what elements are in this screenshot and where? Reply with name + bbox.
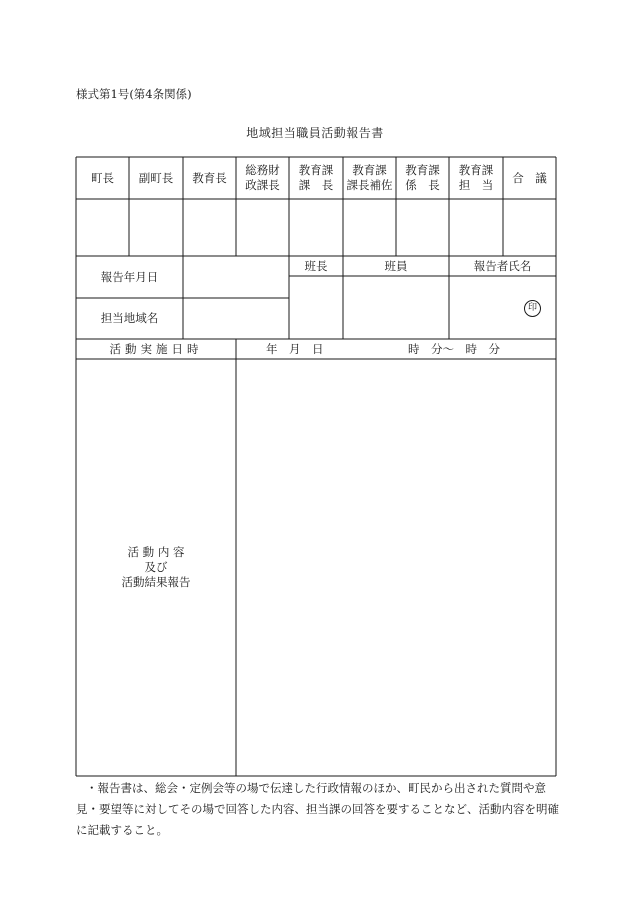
seal-mark: 印	[524, 300, 541, 317]
document-title: 地域担当職員活動報告書	[246, 126, 384, 140]
approval-header-education-staff: 教育課 担 当	[458, 163, 494, 192]
assigned-area-field[interactable]	[183, 298, 289, 339]
approval-header-superintendent: 教育長	[192, 170, 227, 185]
approval-stamp-box[interactable]	[503, 199, 556, 256]
approval-header-general-affairs-chief: 総務財 政課長	[245, 163, 280, 192]
activity-content-field[interactable]	[236, 359, 556, 776]
instructions-note: ・報告書は、総会・定例会等の場で伝達した行政情報のほか、町民から出された質問や意見・要望等に対してその場で回答した内容、担当課の回答を要することなど、活動内容を明確に記載すること。	[76, 781, 559, 837]
approval-stamp-box[interactable]	[236, 199, 289, 256]
approval-header-deputy-mayor: 副町長	[138, 170, 174, 185]
team-leader-label: 班長	[304, 258, 328, 273]
activity-time-field[interactable]: 時 分〜 時 分	[408, 341, 500, 356]
activity-datetime-label: 活動実施日時	[109, 341, 203, 356]
approval-stamp-box[interactable]	[129, 199, 183, 256]
approval-stamp-box[interactable]	[183, 199, 236, 256]
approval-stamp-box[interactable]	[343, 199, 396, 256]
approval-header-education-assistant-chief: 教育課 課長補佐	[346, 163, 393, 192]
form-reference: 様式第1号(第4条関係)	[76, 87, 192, 101]
reporter-name-label: 報告者氏名	[473, 258, 532, 273]
team-member-label: 班員	[384, 258, 408, 273]
team-member-field[interactable]	[343, 276, 449, 339]
approval-stamp-box[interactable]	[76, 199, 129, 256]
activity-content-label: 活 動 内 容 及び 活動結果報告	[121, 545, 191, 589]
report-date-field[interactable]	[183, 256, 289, 298]
approval-stamp-box[interactable]	[449, 199, 503, 256]
approval-header-consultation: 合 議	[512, 170, 547, 185]
approval-stamp-box[interactable]	[289, 199, 343, 256]
approval-header-education-chief: 教育課 課 長	[298, 163, 334, 192]
assigned-area-label: 担当地域名	[100, 311, 159, 325]
approval-header-mayor: 町長	[91, 170, 114, 185]
reporter-name-field[interactable]	[449, 276, 519, 339]
report-date-label: 報告年月日	[100, 269, 159, 284]
approval-header-education-section-chief: 教育課 係 長	[405, 163, 440, 192]
activity-date-field[interactable]: 年 月 日	[266, 341, 324, 356]
team-leader-field[interactable]	[289, 276, 343, 339]
approval-stamp-box[interactable]	[396, 199, 449, 256]
